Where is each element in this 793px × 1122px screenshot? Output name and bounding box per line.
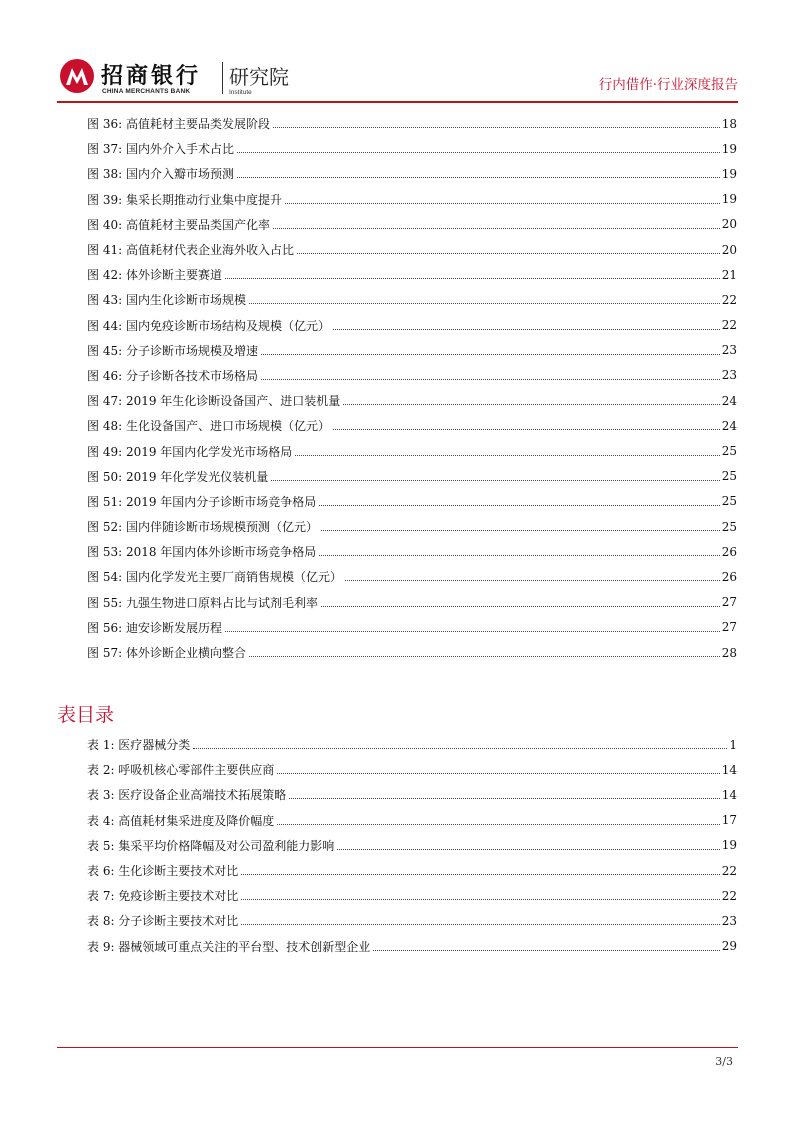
dot-leader — [261, 379, 720, 380]
dot-leader — [241, 924, 719, 925]
dot-leader — [333, 429, 720, 430]
toc-entry-page: 25 — [721, 519, 737, 534]
toc-entry-page: 19 — [721, 166, 737, 181]
dot-leader — [345, 580, 720, 581]
table-list — [87, 732, 737, 959]
toc-entry-page: 14 — [721, 762, 737, 777]
cmb-logo-icon — [59, 58, 95, 94]
toc-entry-label: 表 8: 分子诊断主要技术对比 — [87, 914, 239, 929]
toc-entry[interactable] — [87, 883, 737, 908]
toc-entry-label: 图 55: 九强生物进口原料占比与试剂毛利率 — [87, 595, 318, 610]
toc-entry-page: 20 — [721, 217, 737, 232]
toc-entry[interactable] — [87, 514, 737, 539]
toc-entry-page: 29 — [721, 939, 737, 954]
toc-entry[interactable] — [87, 757, 737, 782]
toc-entry[interactable] — [87, 338, 737, 363]
toc-entry-page: 23 — [721, 343, 737, 358]
dot-leader — [321, 606, 720, 607]
toc-entry-page: 23 — [721, 913, 737, 928]
dot-leader — [225, 278, 720, 279]
toc-entry[interactable] — [87, 564, 737, 589]
toc-entry[interactable] — [87, 262, 737, 287]
toc-entry-label: 图 56: 迪安诊断发展历程 — [87, 620, 222, 635]
toc-entry[interactable] — [87, 287, 737, 312]
toc-entry[interactable] — [87, 808, 737, 833]
toc-entry-label: 表 6: 生化诊断主要技术对比 — [87, 864, 239, 879]
dot-leader — [277, 824, 719, 825]
toc-entry-page: 14 — [721, 787, 737, 802]
toc-entry-page: 20 — [721, 242, 737, 257]
dot-leader — [319, 555, 719, 556]
toc-entry-label: 图 44: 国内免疫诊断市场结构及规模（亿元） — [87, 318, 330, 333]
tables-section-title: 表目录 — [57, 704, 115, 726]
toc-entry[interactable] — [87, 782, 737, 807]
toc-entry-label: 表 1: 医疗器械分类 — [87, 738, 191, 753]
toc-entry-page: 25 — [721, 444, 737, 459]
dot-leader — [241, 874, 719, 875]
dot-leader — [271, 480, 719, 481]
dot-leader — [273, 127, 720, 128]
toc-entry-page: 22 — [721, 292, 737, 307]
toc-entry-label: 图 46: 分子诊断各技术市场格局 — [87, 368, 258, 383]
toc-entry[interactable] — [87, 313, 737, 338]
dot-leader — [241, 899, 719, 900]
dot-leader — [273, 228, 720, 229]
toc-entry-page: 18 — [721, 116, 737, 131]
toc-entry-label: 表 9: 器械领域可重点关注的平台型、技术创新型企业 — [87, 939, 371, 954]
toc-entry-page: 24 — [721, 393, 737, 408]
dot-leader — [193, 748, 727, 749]
dot-leader — [295, 455, 719, 456]
institute-name-en: Institute — [229, 89, 252, 96]
toc-entry-page: 24 — [721, 418, 737, 433]
toc-entry-label: 图 52: 国内伴随诊断市场规模预测（亿元） — [87, 520, 318, 535]
toc-entry[interactable] — [87, 615, 737, 640]
dot-leader — [321, 530, 720, 531]
footer-divider — [57, 1047, 738, 1048]
toc-entry-page: 23 — [721, 368, 737, 383]
toc-entry[interactable] — [87, 187, 737, 212]
toc-entry-label: 图 39: 集采长期推动行业集中度提升 — [87, 192, 282, 207]
toc-entry[interactable] — [87, 539, 737, 564]
toc-entry-label: 图 57: 体外诊断企业横向整合 — [87, 646, 246, 661]
toc-entry[interactable] — [87, 934, 737, 959]
toc-entry-label: 图 51: 2019 年国内分子诊断市场竞争格局 — [87, 494, 317, 509]
toc-entry-label: 图 41: 高值耗材代表企业海外收入占比 — [87, 243, 294, 258]
dot-leader — [289, 798, 719, 799]
dot-leader — [277, 773, 719, 774]
toc-entry-label: 图 53: 2018 年国内体外诊断市场竞争格局 — [87, 545, 317, 560]
brand-name-en: CHINA MERCHANTS BANK — [102, 88, 191, 95]
toc-entry[interactable] — [87, 590, 737, 615]
toc-entry-page: 26 — [721, 569, 737, 584]
toc-entry-page: 19 — [721, 141, 737, 156]
dot-leader — [285, 203, 720, 204]
dot-leader — [237, 152, 720, 153]
toc-entry-page: 1 — [729, 737, 737, 752]
page-number: 3/3 — [715, 1055, 733, 1068]
toc-entry[interactable] — [87, 111, 737, 136]
dot-leader — [249, 656, 720, 657]
dot-leader — [297, 253, 720, 254]
dot-leader — [261, 354, 720, 355]
institute-name: 研究院 — [229, 65, 289, 89]
toc-entry-page: 22 — [721, 318, 737, 333]
toc-entry-label: 图 37: 国内外介入手术占比 — [87, 142, 234, 157]
toc-entry[interactable] — [87, 464, 737, 489]
dot-leader — [333, 329, 720, 330]
toc-entry-label: 图 42: 体外诊断主要赛道 — [87, 268, 222, 283]
dot-leader — [237, 177, 720, 178]
dot-leader — [319, 505, 719, 506]
toc-entry-page: 21 — [721, 267, 737, 282]
dot-leader — [225, 631, 720, 632]
toc-entry[interactable] — [87, 388, 737, 413]
toc-entry[interactable] — [87, 363, 737, 388]
dot-leader — [337, 849, 719, 850]
toc-entry-page: 25 — [721, 469, 737, 484]
brand-name: 招商银行 — [101, 64, 202, 89]
toc-entry-label: 图 40: 高值耗材主要品类国产化率 — [87, 217, 270, 232]
header-divider — [57, 101, 738, 103]
page-header — [57, 56, 738, 100]
toc-entry-label: 表 4: 高值耗材集采进度及降价幅度 — [87, 813, 275, 828]
toc-entry-label: 图 43: 国内生化诊断市场规模 — [87, 293, 246, 308]
toc-entry-label: 图 38: 国内介入瓣市场预测 — [87, 167, 234, 182]
report-type-tag: 行内借作·行业深度报告 — [598, 77, 738, 93]
toc-entry[interactable] — [87, 833, 737, 858]
toc-entry[interactable] — [87, 732, 737, 757]
toc-entry[interactable] — [87, 136, 737, 161]
dot-leader — [373, 950, 719, 951]
toc-entry-page: 28 — [721, 645, 737, 660]
dot-leader — [343, 404, 719, 405]
toc-entry-page: 19 — [721, 192, 737, 207]
toc-entry[interactable] — [87, 438, 737, 463]
toc-entry-label: 表 2: 呼吸机核心零部件主要供应商 — [87, 763, 275, 778]
toc-entry[interactable] — [87, 413, 737, 438]
toc-entry-label: 图 49: 2019 年国内化学发光市场格局 — [87, 444, 293, 459]
brand-divider — [222, 62, 223, 94]
toc-entry-page: 27 — [721, 620, 737, 635]
toc-entry-label: 图 48: 生化设备国产、进口市场规模（亿元） — [87, 419, 330, 434]
toc-entry-page: 27 — [721, 595, 737, 610]
toc-entry[interactable] — [87, 489, 737, 514]
toc-entry-label: 表 5: 集采平均价格降幅及对公司盈利能力影响 — [87, 838, 335, 853]
toc-entry[interactable] — [87, 161, 737, 186]
toc-entry[interactable] — [87, 640, 737, 665]
toc-entry-page: 22 — [721, 863, 737, 878]
toc-entry-label: 图 36: 高值耗材主要品类发展阶段 — [87, 117, 270, 132]
toc-entry-label: 图 45: 分子诊断市场规模及增速 — [87, 343, 258, 358]
toc-entry[interactable] — [87, 237, 737, 262]
toc-entry-page: 17 — [721, 813, 737, 828]
toc-entry-label: 图 47: 2019 年生化诊断设备国产、进口装机量 — [87, 394, 341, 409]
toc-entry-label: 表 3: 医疗设备企业高端技术拓展策略 — [87, 788, 287, 803]
toc-entry[interactable] — [87, 908, 737, 933]
toc-entry[interactable] — [87, 858, 737, 883]
toc-entry-label: 图 54: 国内化学发光主要厂商销售规模（亿元） — [87, 570, 342, 585]
figure-list — [87, 111, 737, 665]
toc-entry-label: 图 50: 2019 年化学发光仪装机量 — [87, 469, 269, 484]
toc-entry-page: 25 — [721, 494, 737, 509]
toc-entry-page: 26 — [721, 544, 737, 559]
toc-entry-page: 19 — [721, 838, 737, 853]
toc-entry-page: 22 — [721, 888, 737, 903]
toc-entry[interactable] — [87, 212, 737, 237]
toc-entry-label: 表 7: 免疫诊断主要技术对比 — [87, 889, 239, 904]
dot-leader — [249, 303, 720, 304]
